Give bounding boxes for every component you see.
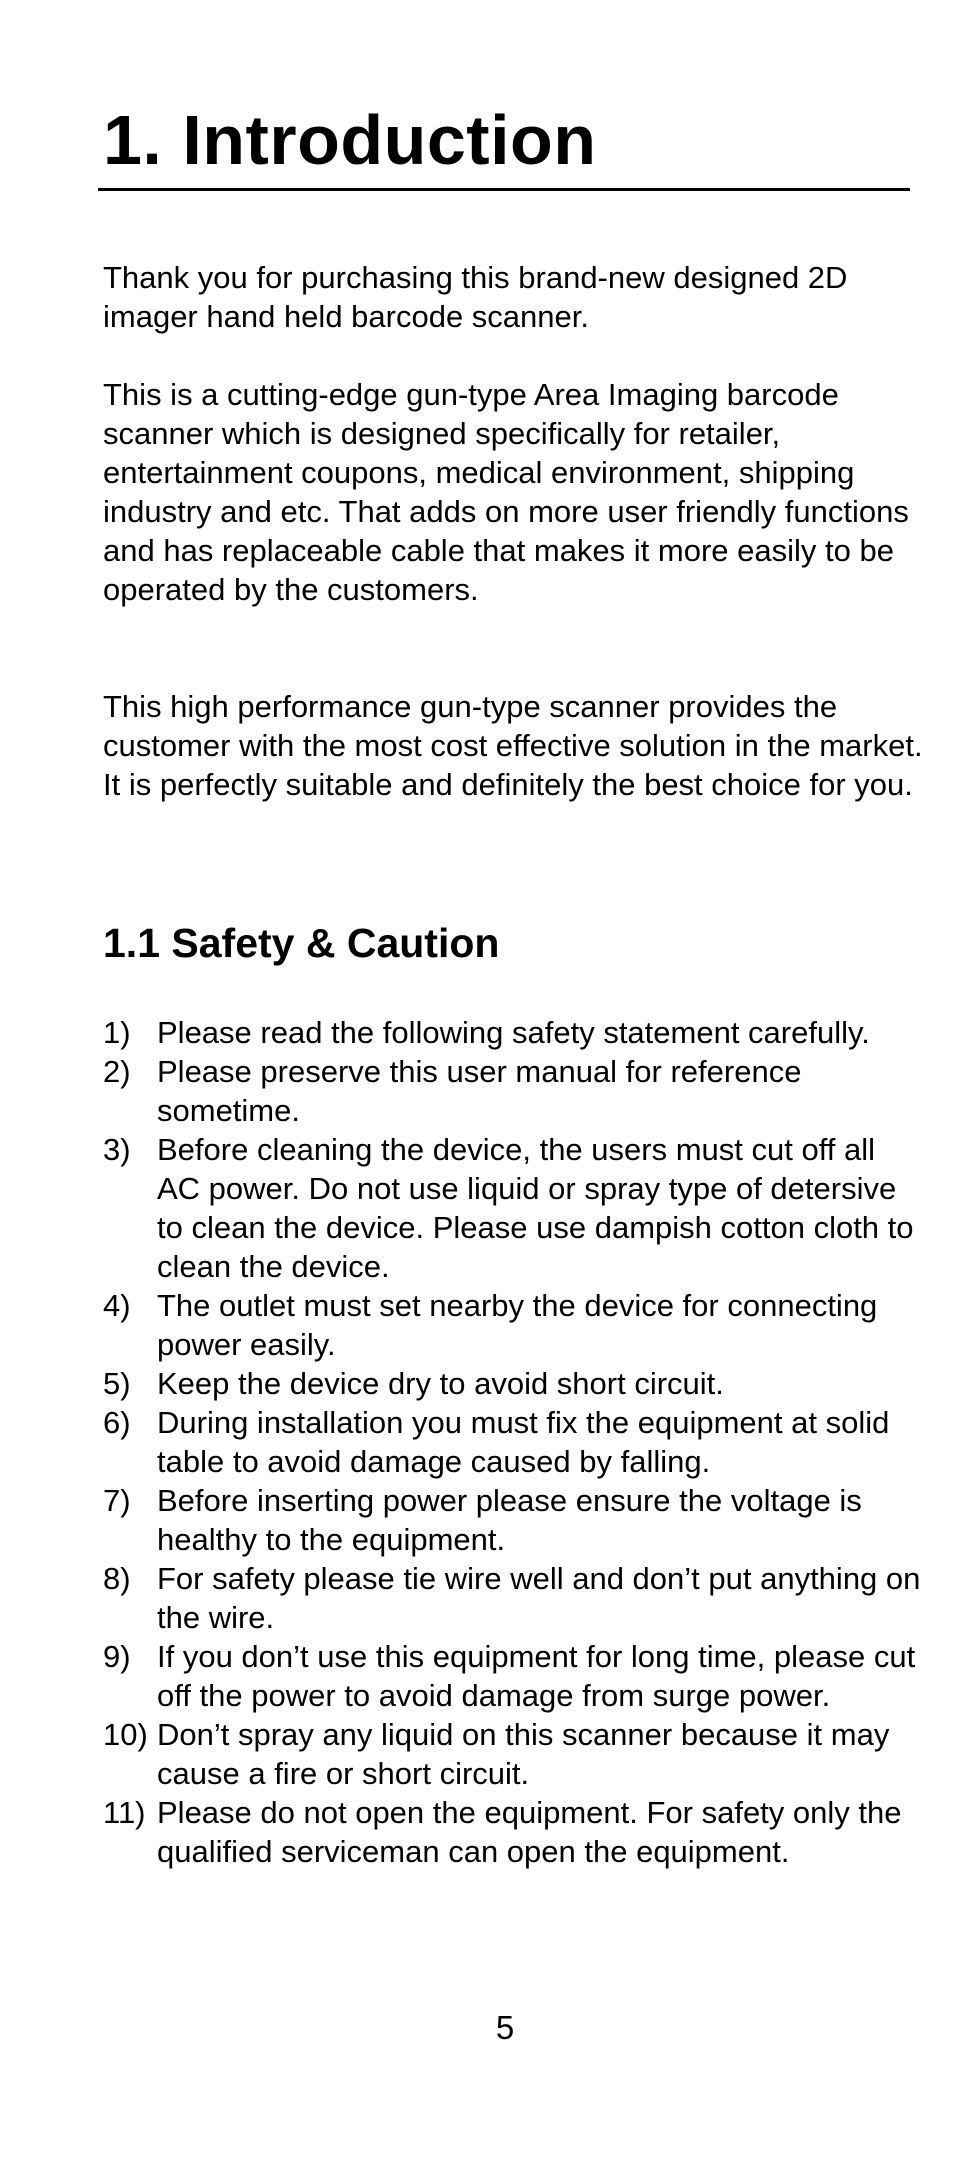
safety-item-text: If you don’t use this equipment for long time, please cut off the power to avoid damage from surge power. bbox=[157, 1639, 916, 1713]
safety-item-number: 6) bbox=[103, 1405, 131, 1440]
safety-item-number: 2) bbox=[103, 1054, 131, 1089]
safety-item-text: Before cleaning the device, the users must cut off all AC power. Do not use liquid or spray type of detersive to clean the device. Please use dampish cotton cloth to clean the device. bbox=[157, 1132, 914, 1284]
safety-item-text: Don’t spray any liquid on this scanner because it may cause a fire or short circuit. bbox=[157, 1717, 890, 1791]
chapter-title-rule bbox=[98, 188, 910, 191]
intro-paragraph-thank-you: Thank you for purchasing this brand-new designed 2D imager hand held barcode scanner. bbox=[103, 260, 848, 334]
safety-item-number: 8) bbox=[103, 1561, 131, 1596]
safety-item-number: 3) bbox=[103, 1132, 131, 1167]
safety-item-number: 10) bbox=[103, 1717, 148, 1752]
safety-item-10 bbox=[103, 1715, 923, 1793]
safety-item-9 bbox=[103, 1637, 923, 1715]
safety-item-text: Before inserting power please ensure the voltage is healthy to the equipment. bbox=[157, 1483, 862, 1557]
safety-item-number: 9) bbox=[103, 1639, 131, 1674]
safety-item-5 bbox=[103, 1364, 923, 1403]
safety-item-text: Please do not open the equipment. For safety only the qualified serviceman can open the equipment. bbox=[157, 1795, 902, 1869]
safety-item-text: Please preserve this user manual for reference sometime. bbox=[157, 1054, 802, 1128]
safety-item-number: 5) bbox=[103, 1366, 131, 1401]
safety-item-11 bbox=[103, 1793, 923, 1871]
safety-item-7 bbox=[103, 1481, 923, 1559]
safety-item-4 bbox=[103, 1286, 923, 1364]
safety-item-1 bbox=[103, 1013, 923, 1052]
safety-list bbox=[103, 1013, 923, 1871]
safety-item-3 bbox=[103, 1130, 923, 1286]
safety-item-text: For safety please tie wire well and don’t put anything on the wire. bbox=[157, 1561, 921, 1635]
safety-item-8 bbox=[103, 1559, 923, 1637]
safety-item-2 bbox=[103, 1052, 923, 1130]
safety-item-text: Keep the device dry to avoid short circuit. bbox=[157, 1366, 724, 1401]
chapter-title: 1. Introduction bbox=[103, 101, 597, 179]
page-number: 5 bbox=[495, 2009, 515, 2046]
safety-item-number: 7) bbox=[103, 1483, 131, 1518]
safety-item-number: 11) bbox=[103, 1795, 146, 1830]
intro-paragraph-description: This is a cutting-edge gun-type Area Imaging barcode scanner which is designed specifically for retailer, entertainment coupons, medical environment, shipping industry and etc. That adds on more user friendly functions and has replaceable cable that makes it more easily to be operated by the customers. bbox=[103, 377, 909, 607]
safety-item-6 bbox=[103, 1403, 923, 1481]
section-title-safety: 1.1 Safety & Caution bbox=[103, 920, 500, 966]
intro-paragraph-performance: This high performance gun-type scanner provides the customer with the most cost effective solution in the market. It is perfectly suitable and definitely the best choice for you. bbox=[103, 689, 923, 802]
safety-item-text: The outlet must set nearby the device for connecting power easily. bbox=[157, 1288, 878, 1362]
safety-item-number: 4) bbox=[103, 1288, 131, 1323]
safety-item-text: During installation you must fix the equipment at solid table to avoid damage caused by falling. bbox=[157, 1405, 890, 1479]
safety-item-text: Please read the following safety statement carefully. bbox=[157, 1015, 870, 1050]
safety-item-number: 1) bbox=[103, 1015, 131, 1050]
